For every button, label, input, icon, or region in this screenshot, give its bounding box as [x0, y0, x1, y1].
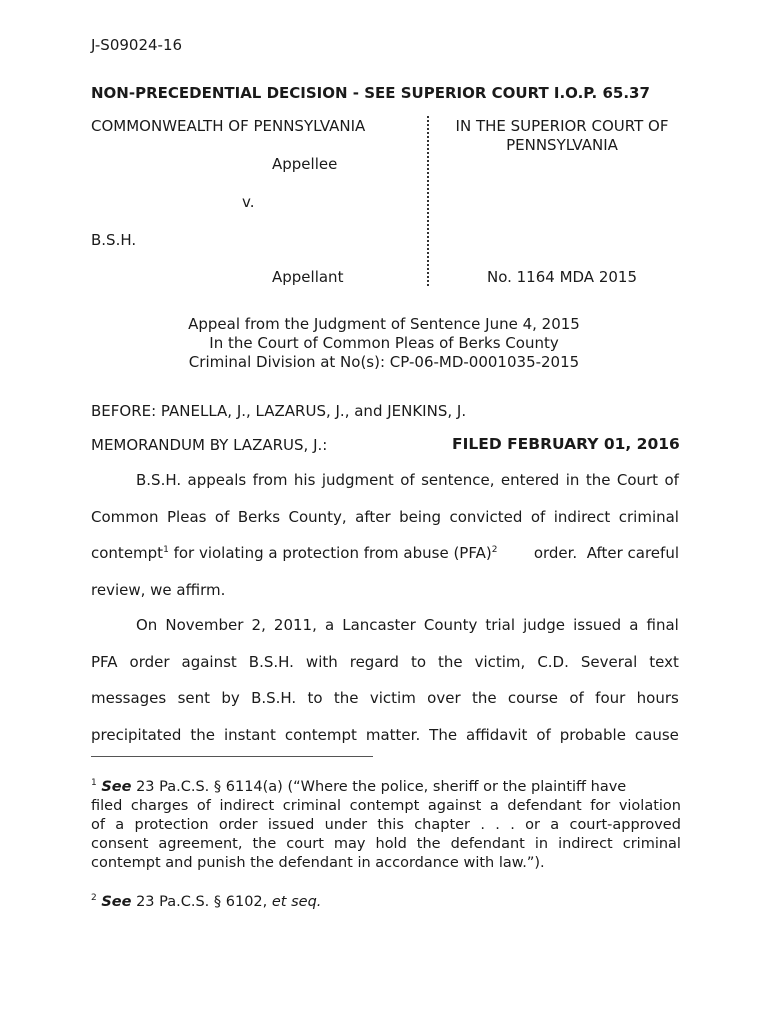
caption-court	[432, 117, 692, 155]
docket-number: J-S09024-16	[91, 36, 183, 54]
nonprecedential-notice: NON-PRECEDENTIAL DECISION - SEE SUPERIOR COURT I.O.P. 65.37	[91, 84, 650, 102]
p2-line2: PFA order against B.S.H. with regard to the victim, C.D. Several text	[91, 652, 679, 671]
appeal-block	[91, 315, 677, 372]
appeal-line2: In the Court of Common Pleas of Berks County	[209, 334, 559, 352]
p1-line2: Common Pleas of Berks County, after being convicted of indirect criminal	[91, 507, 679, 526]
appeal-line3: Criminal Division at No(s): CP-06-MD-0001035-2015	[188, 353, 580, 371]
p1-line3	[91, 544, 679, 581]
fn2-line1	[91, 893, 681, 912]
footnote-separator	[91, 756, 373, 757]
fn2-etseq: et seq.	[271, 894, 322, 910]
footnote-ref-2[interactable]: 2	[491, 545, 498, 555]
fn1-mark: 1	[91, 778, 97, 788]
filed-date: FILED FEBRUARY 01, 2016	[452, 435, 680, 453]
footnote-1	[91, 778, 681, 873]
p2-line3: messages sent by B.S.H. to the victim over the course of four hours	[91, 689, 679, 707]
caption-court-line1: IN THE SUPERIOR COURT OF	[455, 117, 669, 135]
memorandum-author: MEMORANDUM BY LAZARUS, J.:	[91, 436, 328, 454]
fn1-line1	[91, 778, 681, 797]
p1-line4: review, we affirm.	[91, 580, 226, 599]
fn1-see: See	[101, 779, 132, 795]
appeal-line1: Appeal from the Judgment of Sentence June 4, 2015	[188, 315, 580, 333]
caption-docket-no: No. 1164 MDA 2015	[486, 268, 638, 286]
fn2-text: 23 Pa.C.S. § 6102,	[131, 894, 272, 910]
fn2-mark: 2	[91, 893, 97, 903]
footnote-2	[91, 893, 681, 912]
caption-divider	[427, 116, 429, 286]
fn2-see: See	[101, 894, 132, 910]
caption-versus: v.	[242, 193, 255, 211]
p1-line3-part-c: order. After careful	[529, 544, 679, 562]
paragraph-2	[91, 616, 679, 762]
paragraph-1	[91, 471, 679, 617]
caption-court-line2: PENNSYLVANIA	[506, 136, 618, 154]
caption-plaintiff-role: Appellee	[272, 155, 338, 173]
fn1-line4: consent agreement, the court may hold the defendant in indirect criminal	[91, 836, 681, 852]
p2-line4: precipitated the instant contempt matter. The affidavit of probable cause	[91, 725, 679, 744]
p1-line3-part-a: contempt	[91, 544, 164, 562]
fn1-line3: of a protection order issued under this chapter . . . or a court-approved	[91, 817, 681, 833]
p2-line1: On November 2, 2011, a Lancaster County trial judge issued a final	[136, 616, 679, 634]
fn1-line5: contempt and punish the defendant in accordance with law.”).	[91, 855, 545, 871]
fn1-line1-text: 23 Pa.C.S. § 6114(a) (“Where the police, sheriff or the plaintiff have	[131, 779, 627, 795]
caption-defendant: B.S.H.	[91, 231, 137, 249]
fn1-line2: filed charges of indirect criminal contempt against a defendant for violation	[91, 798, 681, 814]
p1-line1: B.S.H. appeals from his judgment of sentence, entered in the Court of	[136, 471, 679, 489]
panel-before: BEFORE: PANELLA, J., LAZARUS, J., and JENKINS, J.	[91, 402, 467, 420]
caption-plaintiff: COMMONWEALTH OF PENNSYLVANIA	[91, 117, 366, 135]
p1-line3-part-b: for violating a protection from abuse (PFA)	[168, 544, 492, 562]
caption-defendant-role: Appellant	[272, 268, 344, 286]
footnote-ref-1[interactable]: 1	[163, 545, 169, 555]
